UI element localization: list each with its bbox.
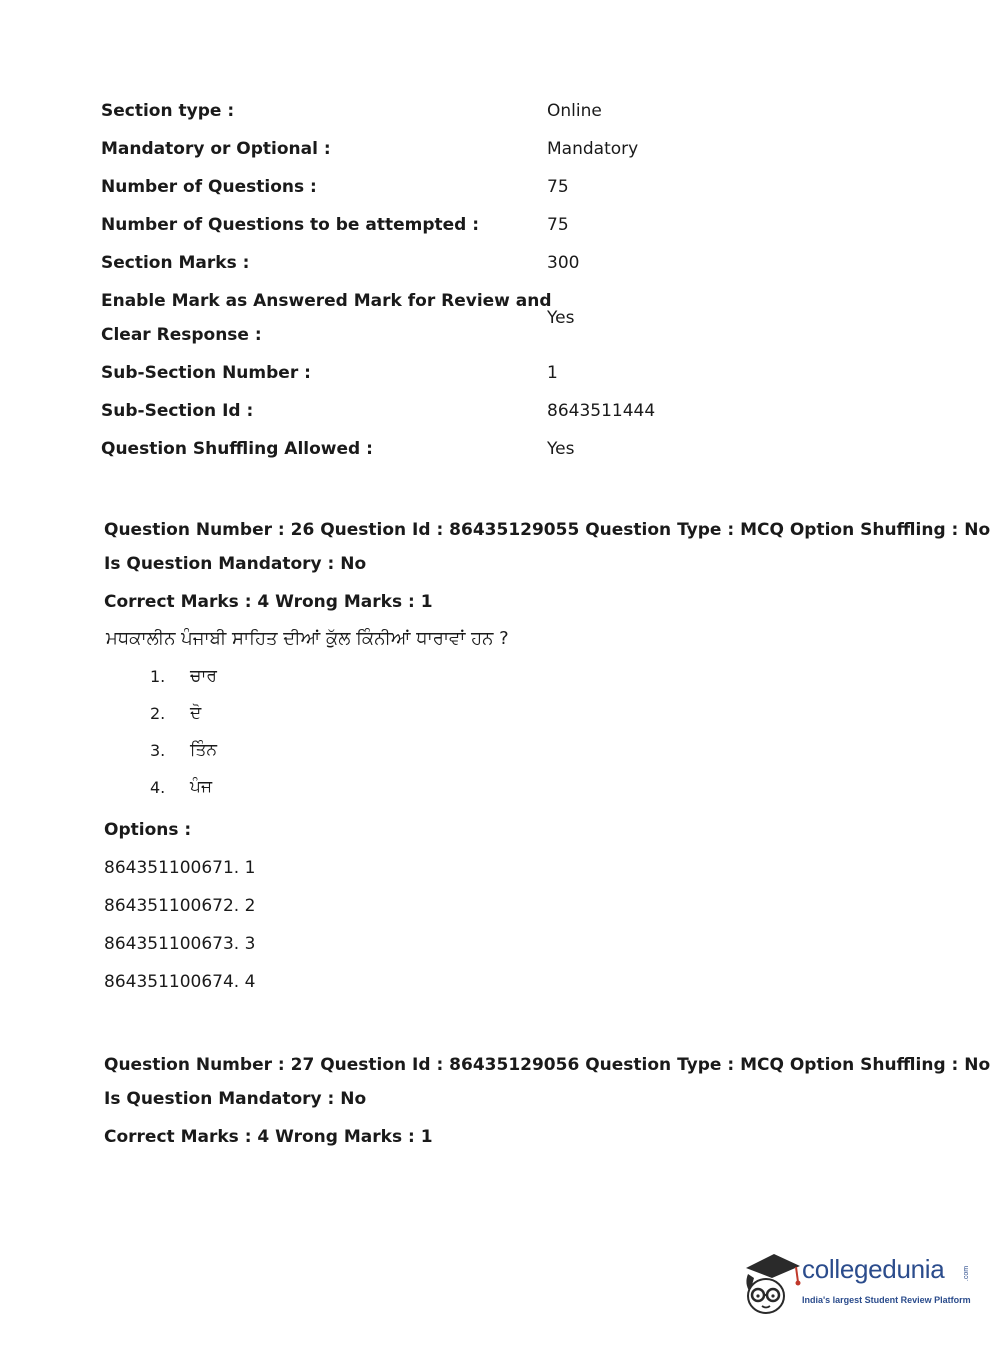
choice-text: ਚਾਰ <box>190 666 217 686</box>
section-type-value: Online <box>547 101 602 121</box>
question-26-mandatory: Is Question Mandatory : No <box>104 554 367 574</box>
choice-number: 3. <box>150 741 166 760</box>
collegedunia-logo <box>740 1248 970 1318</box>
option-id: 864351100674. 4 <box>104 972 256 992</box>
section-type-label: Section type : <box>101 101 235 121</box>
logo-wordmark: collegedunia <box>802 1254 945 1284</box>
section-marks-value: 300 <box>547 253 580 273</box>
logo-tld: .com <box>963 1265 971 1282</box>
questions-attempted-label: Number of Questions to be attempted : <box>101 215 480 235</box>
question-27-marks: Correct Marks : 4 Wrong Marks : 1 <box>104 1127 433 1147</box>
logo-tagline: India's largest Student Review Platform <box>802 1295 971 1305</box>
choice-number: 1. <box>150 667 166 686</box>
mascot-icon <box>740 1248 802 1318</box>
sub-section-number-label: Sub-Section Number : <box>101 363 311 383</box>
choice-text: ਤਿੰਨ <box>190 740 217 760</box>
number-of-questions-value: 75 <box>547 177 569 197</box>
mandatory-optional-label: Mandatory or Optional : <box>101 139 331 159</box>
question-shuffling-label: Question Shuffling Allowed : <box>101 439 373 459</box>
sub-section-id-label: Sub-Section Id : <box>101 401 254 421</box>
section-marks-label: Section Marks : <box>101 253 250 273</box>
choice-text: ਦੋ <box>190 703 202 723</box>
question-26-header: Question Number : 26 Question Id : 86435129055 Question Type : MCQ Option Shuffling : No <box>104 520 991 540</box>
choice-number: 4. <box>150 778 166 797</box>
question-26-marks: Correct Marks : 4 Wrong Marks : 1 <box>104 592 433 612</box>
option-id: 864351100673. 3 <box>104 934 256 954</box>
option-id: 864351100672. 2 <box>104 896 256 916</box>
question-26-text: ਮਧਕਾਲੀਨ ਪੰਜਾਬੀ ਸਾਹਿਤ ਦੀਆਂ ਕੁੱਲ ਕਿੰਨੀਆਂ ਧਾਰਾਵਾਂ ਹਨ ? <box>106 628 509 649</box>
options-label: Options : <box>104 820 192 840</box>
question-shuffling-value: Yes <box>547 439 575 459</box>
choice-text: ਪੰਜ <box>190 777 213 797</box>
questions-attempted-value: 75 <box>547 215 569 235</box>
number-of-questions-label: Number of Questions : <box>101 177 317 197</box>
choice-number: 2. <box>150 704 166 723</box>
question-27-header: Question Number : 27 Question Id : 86435129056 Question Type : MCQ Option Shuffling : No <box>104 1055 991 1075</box>
mandatory-optional-value: Mandatory <box>547 139 639 159</box>
option-id: 864351100671. 1 <box>104 858 256 878</box>
enable-mark-label-line1: Enable Mark as Answered Mark for Review and <box>101 291 552 311</box>
sub-section-id-value: 8643511444 <box>547 401 656 421</box>
question-27-mandatory: Is Question Mandatory : No <box>104 1089 367 1109</box>
enable-mark-label-line2: Clear Response : <box>101 325 262 345</box>
sub-section-number-value: 1 <box>547 363 558 383</box>
enable-mark-value: Yes <box>547 308 575 328</box>
